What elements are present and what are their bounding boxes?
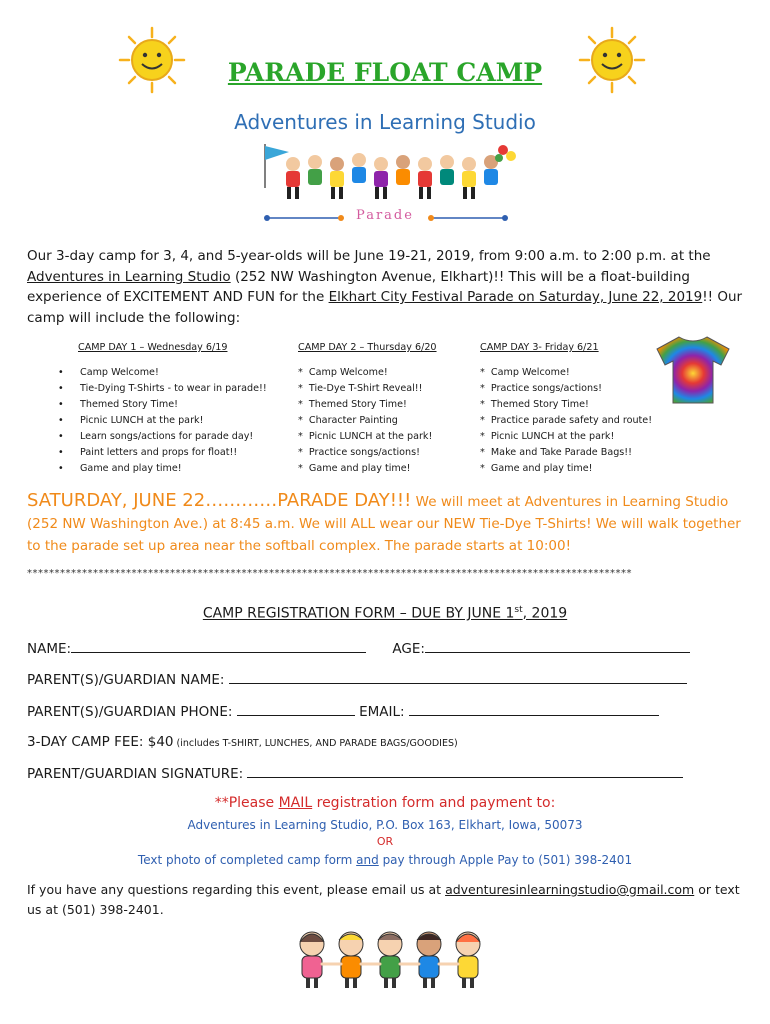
- fee-line: [27, 734, 458, 750]
- list-item: * Game and play time!: [298, 463, 411, 474]
- studio-name-underlined: Adventures in Learning Studio: [27, 268, 231, 285]
- list-item: * Camp Welcome!: [298, 367, 388, 378]
- list-item: * Camp Welcome!: [480, 367, 570, 378]
- list-item: • Tie-Dying T-Shirts - to wear in parade!!: [58, 383, 267, 394]
- camp-day-1-column: [58, 340, 267, 477]
- banner-parade-word: Parade: [356, 208, 414, 223]
- camp-day-2-header: CAMP DAY 2 – Thursday 6/20: [298, 342, 437, 353]
- list-item: • Paint letters and props for float!!: [58, 447, 238, 458]
- parade-day-heading: SATURDAY, JUNE 22…………PARADE DAY!!!: [27, 490, 412, 511]
- list-item: • Themed Story Time!: [58, 399, 178, 410]
- parade-day-paragraph: SATURDAY, JUNE 22…………PARADE DAY!!! We will meet at Adventures in Learning Studio (252 NW Washington Ave.) at 8:45 a.m. We will ALL wear our NEW Tie-Dye T-Shirts! We will walk together to the parade set up area near the softball complex. The parade starts at 10:00!: [27, 490, 741, 554]
- list-item: • Picnic LUNCH at the park!: [58, 415, 204, 426]
- list-item: * Themed Story Time!: [298, 399, 407, 410]
- age-label: AGE:: [392, 641, 425, 657]
- signature-label: PARENT/GUARDIAN SIGNATURE:: [27, 766, 244, 782]
- list-item: • Game and play time!: [58, 463, 182, 474]
- list-item: • Learn songs/actions for parade day!: [58, 431, 254, 442]
- fee-label: 3-DAY CAMP FEE: $40: [27, 734, 174, 750]
- intro-paragraph: Our 3-day camp for 3, 4, and 5-year-olds will be June 19-21, 2019, from 9:00 a.m. to 2:00 p.m. at the Adventures in Learning Studio (252 NW Washington Avenue, Elkhart)!! This will be a float-building experience of EXCITEMENT AND FUN for the Elkhart City Festival Parade on Saturday, June 22, 2019!! Our camp will include the following:: [27, 248, 743, 326]
- list-item: * Game and play time!: [480, 463, 593, 474]
- signature-line: [27, 765, 683, 782]
- list-item: * Picnic LUNCH at the park!: [480, 431, 615, 442]
- tie-dye-tshirt-icon: [655, 333, 731, 405]
- contact-email-link[interactable]: adventuresinlearningstudio@gmail.com: [445, 882, 695, 897]
- signature-field[interactable]: [247, 765, 683, 778]
- age-field[interactable]: [425, 640, 690, 653]
- name-label: NAME:: [27, 641, 72, 657]
- contact-paragraph: If you have any questions regarding this event, please email us at adventuresinlearningstudio@gmail.com or text us at (501) 398-2401.: [27, 882, 740, 917]
- fee-note: (includes T-SHIRT, LUNCHES, AND PARADE BAGS/GOODIES): [173, 738, 458, 749]
- kids-holding-hands-illustration: [290, 928, 490, 990]
- list-item: • Camp Welcome!: [58, 367, 159, 378]
- apple-pay-instruction: Text photo of completed camp form and pay through Apple Pay to (501) 398-2401: [137, 853, 633, 867]
- parent-phone-label: PARENT(S)/GUARDIAN PHONE:: [27, 704, 233, 720]
- parent-name-label: PARENT(S)/GUARDIAN NAME:: [27, 672, 225, 688]
- camp-day-3-column: [480, 340, 652, 477]
- name-age-line: [27, 640, 690, 657]
- page-subtitle: Adventures in Learning Studio: [234, 110, 536, 134]
- list-item: * Tie-Dye T-Shirt Reveal!!: [298, 383, 423, 394]
- email-label: EMAIL:: [359, 704, 405, 720]
- or-separator: OR: [376, 835, 394, 848]
- list-item: * Practice parade safety and route!: [480, 415, 653, 426]
- parent-name-line: [27, 671, 687, 688]
- list-item: * Character Painting: [298, 415, 398, 426]
- list-item: * Practice songs/actions!: [480, 383, 602, 394]
- parent-name-field[interactable]: [229, 671, 687, 684]
- festival-underlined: Elkhart City Festival Parade on Saturday, June 22, 2019: [328, 289, 703, 305]
- camp-day-1-header: CAMP DAY 1 – Wednesday 6/19: [78, 342, 228, 353]
- mailing-address: Adventures in Learning Studio, P.O. Box 163, Elkhart, Iowa, 50073: [187, 818, 583, 832]
- camp-day-3-header: CAMP DAY 3- Friday 6/21: [480, 342, 599, 353]
- list-item: * Themed Story Time!: [480, 399, 589, 410]
- list-item: * Picnic LUNCH at the park!: [298, 431, 433, 442]
- camp-day-2-column: [298, 340, 437, 477]
- email-field[interactable]: [409, 703, 659, 716]
- divider: **************************************************************************************************************: [27, 568, 632, 579]
- mail-instruction: **Please MAIL registration form and payment to:: [214, 795, 556, 811]
- page-title: PARADE FLOAT CAMP: [227, 58, 543, 87]
- list-item: * Practice songs/actions!: [298, 447, 420, 458]
- name-field[interactable]: [71, 640, 366, 653]
- form-title: CAMP REGISTRATION FORM – DUE BY JUNE 1st, 2019: [202, 605, 568, 622]
- list-item: * Make and Take Parade Bags!!: [480, 447, 632, 458]
- phone-email-line: [27, 703, 659, 720]
- parent-phone-field[interactable]: [237, 703, 355, 716]
